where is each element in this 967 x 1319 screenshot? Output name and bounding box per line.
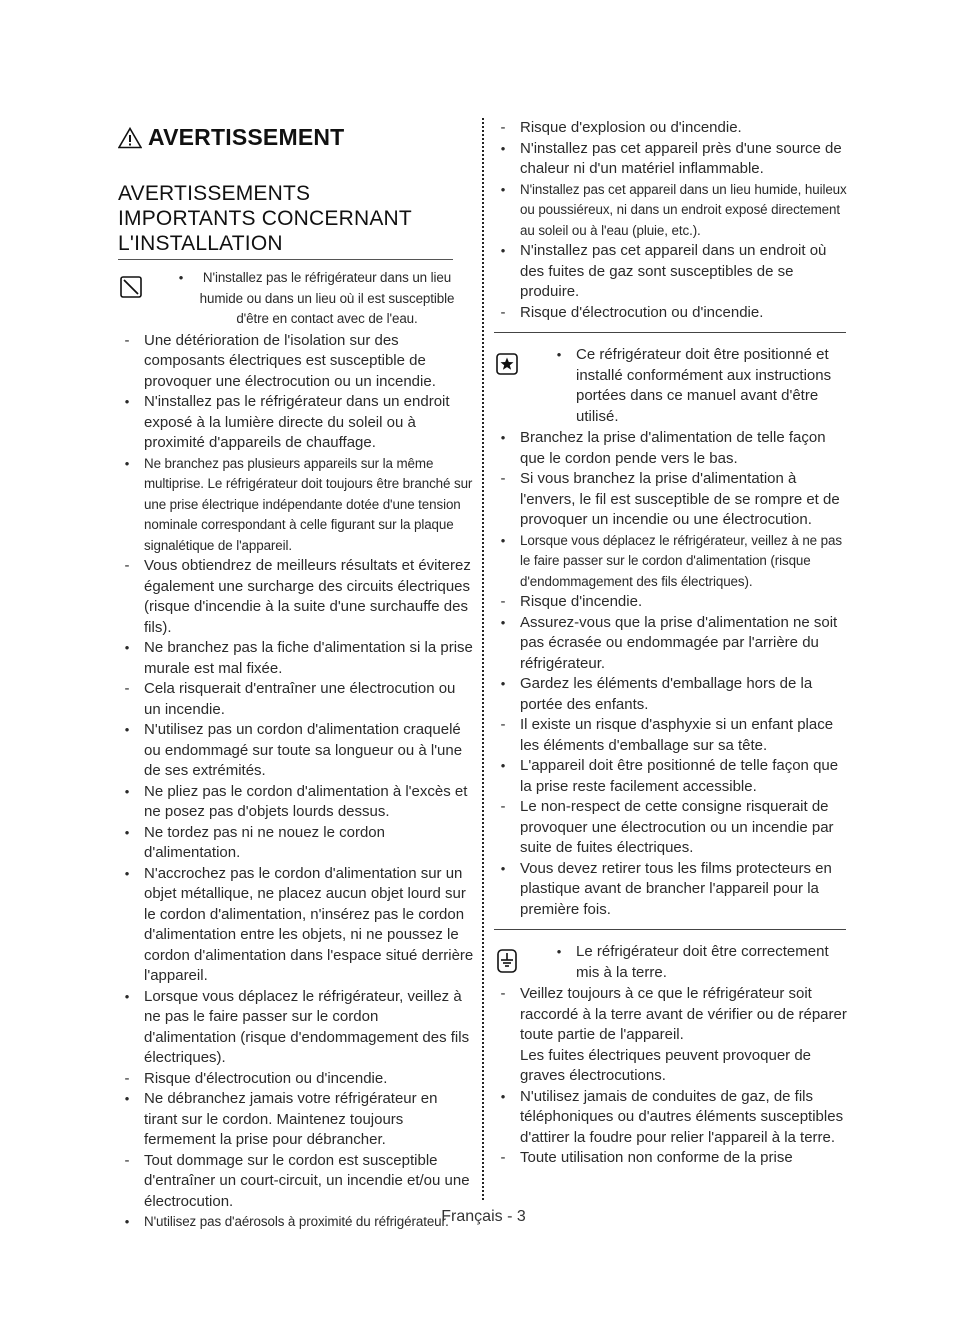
list-item <box>118 823 474 864</box>
list-item: • Ce réfrigérateur doit être positionné et installé conformément aux instructions portées dans ce manuel avant d'être utilisé. <box>556 346 832 425</box>
list-item <box>494 1148 848 1169</box>
list-item-text: N'installez pas cet appareil dans un endroit où des fuites de gaz sont susceptibles de se produire. <box>520 242 827 300</box>
ground-note <box>494 942 848 983</box>
bullet-marker: • <box>500 243 506 258</box>
bullet-marker: • <box>500 140 506 156</box>
list-item-text: N'installez pas cet appareil près d'une source de chaleur ni d'un matériel inflammable. <box>520 139 842 177</box>
dash-marker: - <box>500 798 506 815</box>
right-list-a <box>494 118 848 323</box>
star-note-icon <box>494 351 520 377</box>
list-item <box>118 556 474 638</box>
bullet-marker: • <box>124 455 130 471</box>
bullet-marker: • <box>500 181 506 197</box>
list-item <box>494 674 848 715</box>
dash-marker: - <box>124 331 130 349</box>
list-item-text: Ne pliez pas le cordon d'alimentation à l'excès et ne posez pas d'objets lourds dessus. <box>144 782 468 820</box>
warning-heading <box>118 124 474 151</box>
list-item-text: Risque d'électrocution ou d'incendie. <box>144 1069 388 1087</box>
list-item-text: Vous obtiendrez de meilleurs résultats et éviterez également une surcharge des circuits électriques (risque d'incendie à la suite d'une surchauffe des fils). <box>144 557 471 636</box>
list-item-text: Assurez-vous que la prise d'alimentation ne soit pas écrasée ou endommagée par l'arrière du réfrigérateur. <box>520 613 838 672</box>
list-item <box>118 1089 474 1151</box>
bullet-marker: • <box>124 783 130 799</box>
list-item-text: Veillez toujours à ce que le réfrigérateur soit raccordé à la terre avant de vérifier ou de réparer toute partie de l'appareil. <box>520 985 847 1043</box>
list-item <box>494 118 848 139</box>
list-item <box>494 139 848 180</box>
left-list <box>118 331 474 1233</box>
list-item <box>118 1069 474 1090</box>
list-item <box>118 392 474 454</box>
important-note <box>494 345 848 427</box>
bullet-marker: • <box>124 394 130 409</box>
list-item <box>118 454 474 557</box>
important-note-text: Ce réfrigérateur doit être positionné et installé conformément aux instructions portées dans ce manuel avant d'être utilisé. <box>576 346 832 425</box>
dash-marker: - <box>500 303 506 321</box>
list-item-text: N'utilisez jamais de conduites de gaz, de fils téléphoniques ou d'autres éléments susceptibles d'attirer la foudre pour relier l'appareil à la terre. <box>520 1087 844 1146</box>
list-item <box>494 797 848 859</box>
bullet-marker: • <box>500 430 506 445</box>
list-item <box>494 303 848 324</box>
bullet-marker: • <box>500 1088 506 1104</box>
list-item-text: Risque d'électrocution ou d'incendie. <box>520 303 764 321</box>
list-item <box>494 984 848 1046</box>
list-item-text: N'utilisez pas un cordon d'alimentation craquelé ou endommagé sur toute sa longueur ou à l'une de ses extrémités. <box>144 721 463 779</box>
list-item <box>118 679 474 720</box>
list-item <box>494 592 848 613</box>
warning-triangle-icon <box>118 127 142 149</box>
list-item-text: Ne branchez pas plusieurs appareils sur la même multiprise. Le réfrigérateur doit toujours être branché sur une prise électrique indépendante dotée d'une tension nominale correspondant à celle figurant sur la plaque signalétique de l'appareil. <box>144 455 473 553</box>
list-item <box>494 1087 848 1149</box>
warning-title: AVERTISSEMENT <box>148 124 345 150</box>
list-item-text: Si vous branchez la prise d'alimentation à l'envers, le fil est susceptible de se rompre et de provoquer un incendie ou une électrocution. <box>520 470 840 528</box>
list-item-text: Vous devez retirer tous les films protecteurs en plastique avant de brancher l'appareil pour la première fois. <box>520 859 832 918</box>
dash-marker: - <box>500 985 506 1002</box>
page-footer: Français - 3 <box>441 1208 526 1225</box>
bullet-marker: • <box>500 532 506 548</box>
list-item-text: L'appareil doit être positionné de telle façon que la prise reste facilement accessible. <box>520 757 839 795</box>
list-item <box>118 720 474 782</box>
bullet-marker: • <box>500 614 506 630</box>
list-item-text: N'installez pas cet appareil dans un lieu humide, huileux ou poussiéreux, ni dans un endroit exposé directement au soleil ou à l'eau (pluie, etc.). <box>520 181 847 238</box>
list-item-text: Ne tordez pas ni ne nouez le cordon d'alimentation. <box>144 823 385 861</box>
list-item <box>494 180 848 242</box>
list-item-text: Le non-respect de cette consigne risquerait de provoquer une électrocution ou un incendie par suite de fuites électriques. <box>520 798 834 856</box>
bullet-marker: • <box>124 640 130 655</box>
section-rule <box>494 929 846 930</box>
dash-marker: - <box>500 1149 506 1166</box>
list-item <box>118 638 474 679</box>
list-item-text: Tout dommage sur le cordon est susceptible d'entraîner un court-circuit, un incendie et/ou une électrocution. <box>144 1151 470 1210</box>
list-item <box>118 331 474 393</box>
list-item-text: N'utilisez pas d'aérosols à proximité du réfrigérateur. <box>144 1214 449 1229</box>
list-item: • Le réfrigérateur doit être correctement mis à la terre. <box>556 943 829 981</box>
list-item <box>494 241 848 303</box>
bullet-marker: • <box>500 860 506 876</box>
left-column <box>118 124 474 1233</box>
list-item-text: N'accrochez pas le cordon d'alimentation sur un objet métallique, ne placez aucun objet lourd sur le cordon d'alimentation, n'insérez pas le cordon d'alimentation entre les objets, ni ne poussez le cordon d'alimentation dans l'espace situé derrière l'appareil. <box>144 864 474 984</box>
list-item-text: Lorsque vous déplacez le réfrigérateur, veillez à ne pas le faire passer sur le cordon d'alimentation (risque d'endommagement des fils électriques). <box>144 987 470 1066</box>
bullet-marker: • <box>124 1214 130 1229</box>
dash-marker: - <box>124 557 130 574</box>
right-list-c <box>494 984 848 1169</box>
list-item-text: Toute utilisation non conforme de la prise <box>520 1149 793 1166</box>
list-item <box>494 715 848 756</box>
dash-marker: - <box>124 680 130 697</box>
list-item <box>118 782 474 823</box>
list-item-text: Cela risquerait d'entraîner une électrocution ou un incendie. <box>144 680 456 718</box>
bullet-marker: • <box>500 758 506 773</box>
dash-marker: - <box>500 593 506 610</box>
list-item <box>494 613 848 675</box>
bullet-marker: • <box>500 676 506 691</box>
list-item <box>494 531 848 593</box>
list-item <box>118 1151 474 1213</box>
ground-plug-icon <box>494 948 520 974</box>
bullet-marker: • <box>124 1091 130 1106</box>
right-column <box>494 118 848 1169</box>
list-item-text: Ne branchez pas la fiche d'alimentation si la prise murale est mal fixée. <box>144 639 473 677</box>
bullet-marker: • <box>124 824 130 840</box>
dash-marker: - <box>124 1069 130 1087</box>
list-item <box>494 1046 848 1087</box>
dash-marker: - <box>500 716 506 733</box>
list-item <box>118 864 474 987</box>
list-item-text: Risque d'incendie. <box>520 593 643 610</box>
list-item-text: Risque d'explosion ou d'incendie. <box>520 119 742 136</box>
bullet-marker: • <box>124 865 130 881</box>
list-item <box>494 469 848 531</box>
bullet-marker: • <box>124 722 130 737</box>
list-item-text: N'installez pas le réfrigérateur dans un endroit exposé à la lumière directe du soleil ou à proximité d'appareils de chauffage. <box>144 393 450 451</box>
ground-note-text: Le réfrigérateur doit être correctement mis à la terre. <box>576 943 829 981</box>
list-item <box>494 428 848 469</box>
list-item-text: Une détérioration de l'isolation sur des composants électriques est susceptible de provoquer une électrocution ou un incendie. <box>144 331 436 390</box>
right-list-b <box>494 428 848 920</box>
list-item-text: Branchez la prise d'alimentation de telle façon que le cordon pende vers le bas. <box>520 429 826 467</box>
section-rule <box>494 332 846 333</box>
list-item <box>494 756 848 797</box>
column-divider <box>482 118 484 1200</box>
prohibited-note-text: N'installez pas le réfrigérateur dans un lieu humide ou dans un lieu où il est susceptible d'être en contact avec de l'eau. <box>199 270 455 326</box>
list-item-text: Il existe un risque d'asphyxie si un enfant place les éléments d'emballage sur sa tête. <box>520 716 834 754</box>
dash-marker: - <box>124 1151 130 1169</box>
prohibited-icon <box>118 274 144 300</box>
list-item-text: Lorsque vous déplacez le réfrigérateur, veillez à ne pas le faire passer sur le cordon d'alimentation (risque d'endommagement des fils électriques). <box>520 532 842 589</box>
list-item <box>118 987 474 1069</box>
list-item-text: Ne débranchez jamais votre réfrigérateur en tirant sur le cordon. Maintenez toujours fermement la prise pour débrancher. <box>144 1090 438 1148</box>
dash-marker: - <box>500 119 506 136</box>
section-title: AVERTISSEMENTS IMPORTANTS CONCERNANT L'INSTALLATION <box>118 181 453 260</box>
dash-marker: - <box>500 470 506 487</box>
list-item-text: Gardez les éléments d'emballage hors de la portée des enfants. <box>520 675 813 713</box>
prohibited-note <box>118 268 474 330</box>
bullet-marker: • <box>124 988 130 1004</box>
list-item-text: Les fuites électriques peuvent provoquer de graves électrocutions. <box>520 1046 812 1084</box>
list-item <box>494 859 848 921</box>
list-item: • N'installez pas le réfrigérateur dans un lieu humide ou dans un lieu où il est susceptible d'être en contact avec de l'eau. <box>178 270 455 326</box>
